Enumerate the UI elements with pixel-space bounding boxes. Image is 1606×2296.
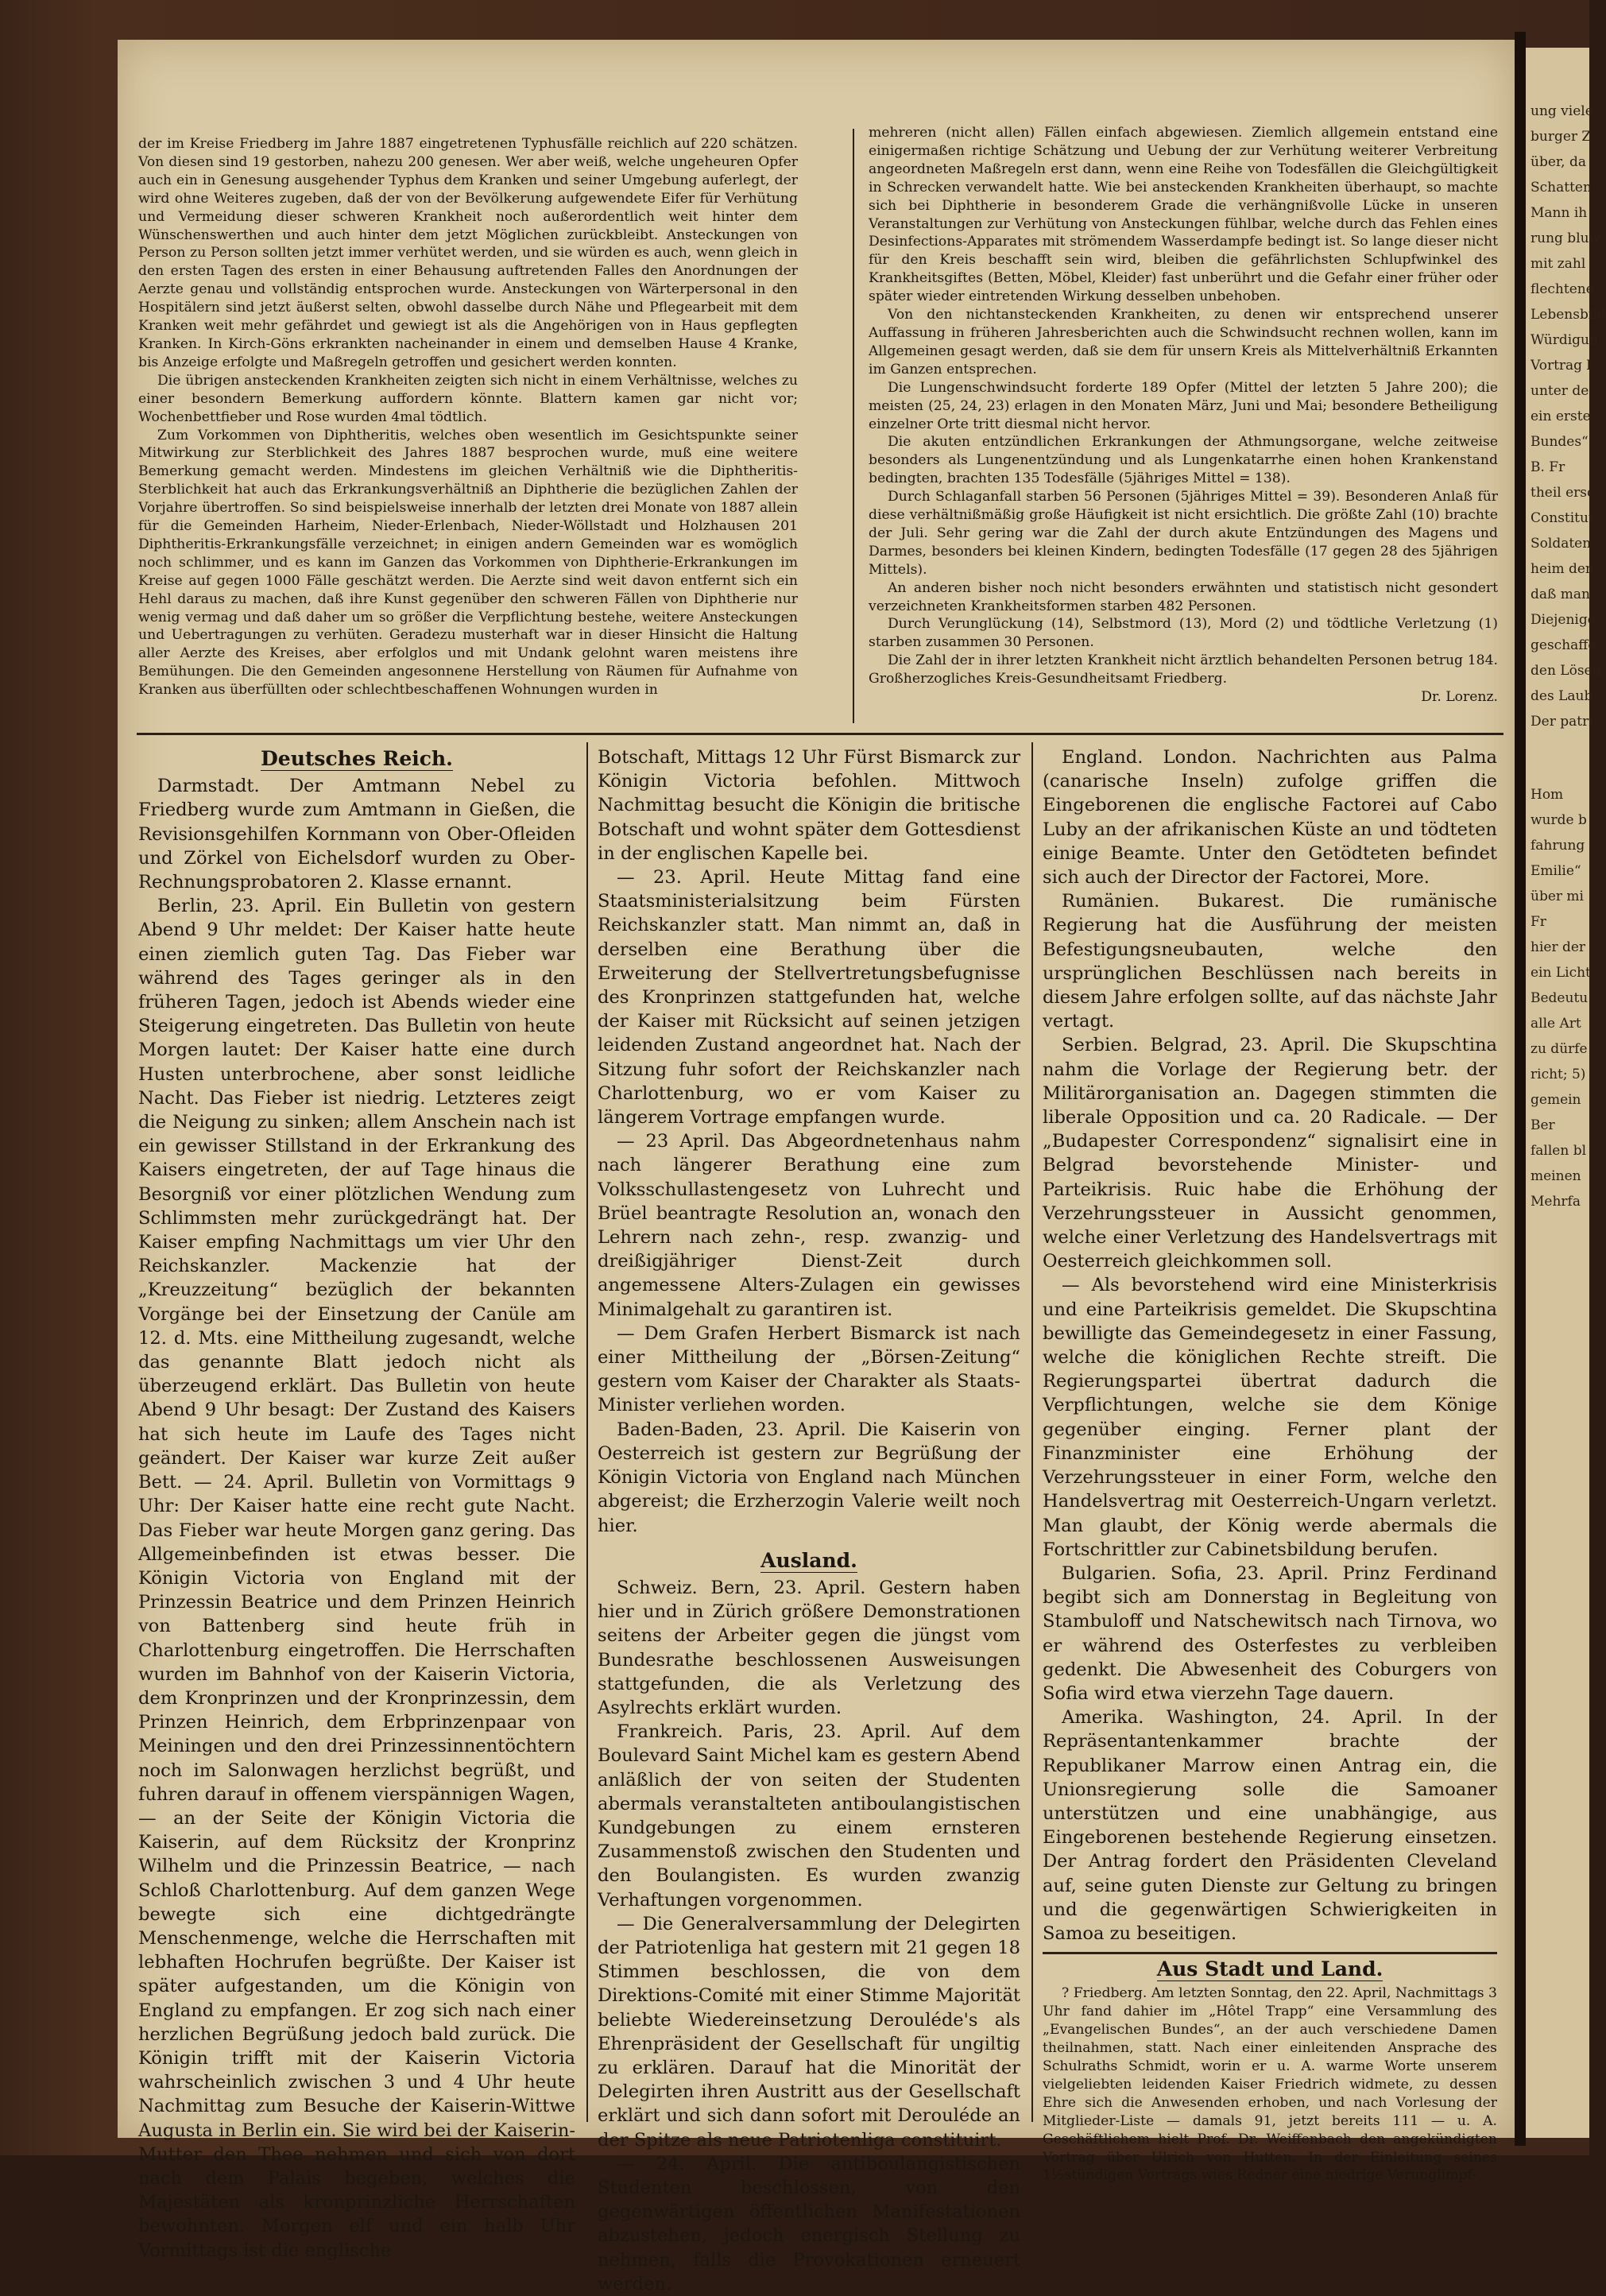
adjacent-page-edge [1526, 48, 1606, 2138]
news-item: Baden-Baden, 23. April. Die Kaiserin von Oesterreich ist gestern zur Begrüßung der Königin Victoria von England nach München abgereist; die Erzherzogin Valerie weilt noch hier. [598, 1419, 1020, 1536]
section-heading-ausland: Ausland. [760, 1548, 857, 1572]
report-paragraph: Durch Schlaganfall starben 56 Personen (5jähriges Mittel = 39). Besonderen Anlaß für diese verhältnißmäßig große Häufigkeit ist nicht ersichtlich. Die größte Zahl (10) brachte der Juli. Sehr gering war die Zahl der durch akute Entzündungen des Magens und Darmes, besonders bei kleinen Kindern, bedingten Todesfälle (17 gegen 28 des 5jährigen Mittels). [869, 489, 1498, 578]
news-item: — Dem Grafen Herbert Bismarck ist nach einer Mittheilung der „Börsen-Zeitung“ gestern vom Kaiser der Charakter als Staats-Minister verliehen worden. [598, 1322, 1020, 1416]
book-gutter [1515, 32, 1526, 2146]
adjacent-page-fragment: geschaffe [1531, 637, 1596, 653]
news-item: Botschaft, Mittags 12 Uhr Fürst Bismarck zur Königin Victoria befohlen. Mittwoch Nachmittag besucht die Königin die britische Botschaft und wohnt später dem Gottesdienst in der englischen Kapelle bei. [598, 747, 1020, 864]
adjacent-page-fragment: theil ersc [1531, 485, 1595, 501]
news-item: — Die Generalversammlung der Delegirten der Patriotenliga hat gestern mit 21 gegen 18 Stimmen beschlossen, die von dem Direktions-Comité mit einer Stimme Majorität beliebte Wiedereinsetzung Derouléde's als Ehrenpräsident der Gesellschaft für ungiltig zu erklären. Darauf hat die Minorität der Delegirten ihren Austritt aus der Gesellschaft erklärt und sich dann sofort mit Derouléde an der Spitze als neue Patriotenliga constituirt. [598, 1913, 1020, 2151]
report-paragraph: der im Kreise Friedberg im Jahre 1887 eingetretenen Typhusfälle reichlich auf 220 schätzen. Von diesen sind 19 gestorben, nahezu 200 genesen. Wer aber weiß, welche ungeheuren Opfer auch ein in Genesung ausgehender Typhus dem Kranken und seiner Umgebung auferlegt, der wird ohne Weiteres zugeben, daß der von der Bevölkerung aufgewendete Eifer für Verhütung und Vermeidung dieser schweren Krankheit noch außerordentlich weit hinter dem Wünschenswerthen und auch hinter dem jetzt Möglichen zurückbleibt. Ansteckungen von Person zu Person sollten jetzt immer verhütet werden, und sie würden es auch, wenn gleich in den ersten Tagen des ersten in einer Behausung auftretenden Falles den Anordnungen der Aerzte genau und vollständig entsprochen wurde. Ansteckungen von Wärterpersonal in den Hospitälern sind jetzt äußerst selten, obwohl dasselbe durch Nähe und Pflegearbeit mit dem Kranken weit mehr gefährdet und gewiegt ist als die Angehörigen von in Haus gepflegten Kranken. In Kirch-Göns erkrankten nacheinander in einem und demselben Hause 4 Kranke, bis Anzeige erfolgte und Maßregeln getroffen und gesichert werden konnten. [138, 136, 798, 370]
report-paragraph: Von den nichtansteckenden Krankheiten, zu denen wir entsprechend unserer Auffassung in früheren Jahresberichten auch die Schwindsucht rechnen wollen, kann im Allgemeinen gesagt werden, daß sie dem für unsern Kreis als Mittelverhältniß Erkannten im Ganzen entsprechen. [869, 307, 1498, 378]
adjacent-page-fragment: Vortrag l [1531, 358, 1591, 374]
section-rule [137, 733, 1503, 735]
news-item: England. London. Nachrichten aus Palma (canarische Inseln) zufolge griffen die Eingeborenen die englische Factorei auf Cabo Luby an der afrikanischen Küste an und tödteten einige Beamte. Unter den Getödteten befindet sich auch der Director der Factorei, More. [1043, 747, 1497, 889]
report-paragraph: Die Lungenschwindsucht forderte 189 Opfer (Mittel der letzten 5 Jahre 200); die meisten (25, 24, 23) erlagen in den Monaten März, Juni und Mai; besondere Betheiligung einzelner Orte tritt diesmal nicht hervor. [869, 379, 1498, 432]
column-rule [1031, 742, 1033, 2122]
report-paragraph: mehreren (nicht allen) Fällen einfach abgewiesen. Ziemlich allgemein entstand eine einigermaßen richtige Schätzung und Uebung der zur Verhütung weiterer Verbreitung angeordneten Maßregeln erst dann, wenn eine Reihe von Todesfällen die Gleichgültigkeit in Schrecken verwandelt hatte. Wie bei ansteckenden Krankheiten überhaupt, so machte sich bei Diphtherie in besonderem Grade die verhängnißvolle Lücke in unseren Veranstaltungen zur Verhütung von Ansteckungen fühlbar, welche durch das Fehlen eines Desinfections-Apparates mit strömendem Wasserdampfe bedingt ist. So lange dieser nicht für den Kreis beschafft sein wird, bleiben die gefährlichsten Schlupfwinkel des Krankheitsgiftes (Betten, Möbel, Kleider) fast unberührt und die Gefahr einer früher oder später wieder eintretenden Wirkung desselben unbehoben. [869, 125, 1498, 305]
news-item: Bulgarien. Sofia, 23. April. Prinz Ferdinand begibt sich am Donnerstag in Begleitung von Stambuloff und Natschewitsch nach Tirnova, wo er während des Osterfestes zu verbleiben gedenkt. Die Abwesenheit des Coburgers von Sofia wird etwa vierzehn Tage dauern. [1043, 1562, 1497, 1704]
adjacent-page-fragment: über mi [1531, 889, 1584, 904]
adjacent-page-fragment: Diejenige [1531, 612, 1596, 628]
adjacent-page-fragment: unter de [1531, 383, 1589, 399]
column-rule [853, 129, 854, 723]
adjacent-page-fragment: ung viele [1531, 103, 1593, 119]
adjacent-page-fragment: Fr [1531, 914, 1546, 930]
adjacent-page-fragment: Soldaten [1531, 536, 1592, 552]
adjacent-page-fragment: über, da [1531, 154, 1586, 170]
report-signature: Dr. Lorenz. [1421, 689, 1498, 706]
newspaper-page [118, 40, 1515, 2294]
news-item: Rumänien. Bukarest. Die rumänische Regierung hat die Ausführung der meisten Befestigungsneubauten, welche den ursprünglichen Beschlüssen nach bereits in diesem Jahre erfolgen sollte, auf das nächste Jahr vertagt. [1043, 891, 1497, 1032]
adjacent-page-fragment: fahrung [1531, 838, 1585, 854]
news-item: Frankreich. Paris, 23. April. Auf dem Boulevard Saint Michel kam es gestern Abend anläßlich der von seiten der Studenten abermals veranstalteten antiboulangistischen Kundgebungen zu einem ernsteren Zusammenstoß zwischen den Studenten und den Boulangisten. Es wurden zwanzig Verhaftungen vorgenommen. [598, 1721, 1020, 1911]
adjacent-page-fragment: zu dürfe [1531, 1041, 1588, 1057]
adjacent-page-fragment: rung bluw [1531, 230, 1601, 246]
report-column-right [869, 124, 1498, 730]
adjacent-page-fragment: flechtene [1531, 281, 1594, 297]
adjacent-page-fragment: den Lösen [1531, 663, 1601, 679]
adjacent-page-fragment: Mann ih [1531, 205, 1588, 221]
section-heading-deutsches-reich: Deutsches Reich. [261, 747, 453, 770]
adjacent-page-fragment: alle Art [1531, 1016, 1581, 1032]
adjacent-page-fragment: B. Fr [1531, 459, 1565, 475]
adjacent-page-fragment: ein erste [1531, 408, 1591, 424]
adjacent-page-fragment: des Laub [1531, 688, 1593, 704]
news-column-2 [598, 745, 1020, 2294]
report-paragraph: An anderen bisher noch nicht besonders erwähnten und statistisch nicht gesondert verzeichneten Krankheitsformen starben 482 Personen. [869, 579, 1498, 614]
news-item: — 23 April. Das Abgeordnetenhaus nahm nach längerer Berathung eine zum Volksschullastengesetz von Luhrecht und Brüel beantragte Resolution an, wonach den Lehrern nach zehn-, resp. zwanzig- und dreißigjähriger Dienst-Zeit durch angemessene Alters-Zulagen ein gewisses Minimalgehalt zu garantiren ist. [598, 1131, 1020, 1320]
section-heading-aus-stadt-und-land: Aus Stadt und Land. [1043, 1952, 1497, 1981]
news-item: — 24. April. Die antiboulangistischen Studenten beschlossen, von den gegenwärtigen öffentlichen Manifestationen abzustehen, jedoch energisch Stellung zu nehmen, falls die Provokationen erneuert werden. [598, 2153, 1020, 2294]
adjacent-page-fragment: Ber [1531, 1117, 1555, 1133]
adjacent-page-fragment: Lebensbild [1531, 307, 1606, 323]
adjacent-page-fragment: Bedeutu [1531, 990, 1589, 1006]
report-column-left [138, 135, 798, 730]
adjacent-page-fragment: Emilie“ [1531, 863, 1581, 879]
news-item: ? Friedberg. Am letzten Sonntag, den 22. April, Nachmittags 3 Uhr fand dahier im „Hôtel Trapp“ eine Versammlung des „Evangelischen Bundes“, an der auch verschiedene Damen theilnahmen, statt. Nach einer einleitenden Ansprache des Schulraths Schmidt, worin er u. A. warme Worte unserem vielgeliebten leidenden Kaiser Friedrich widmete, zu dessen Ehre sich die Anwesenden erhoben, und nach Vorlesung der Mitglieder-Liste — damals 91, jetzt bereits 111 — u. A. Geschäftlichem hielt Prof. Dr. Weiffenbach den angekündigten Vortrag über Ulrich von Hutten. In der Einleitung seines 1½stündigen Vortrags wies Redner eine niedrige Verunglimpf- [1043, 1985, 1497, 2184]
adjacent-page-fragment: richt; 5) [1531, 1067, 1586, 1082]
news-item: — 23. April. Heute Mittag fand eine Staatsministerialsitzung beim Fürsten Reichskanzler statt. Man nimmt an, daß in derselben eine Berathung über die Erweiterung der Stellvertretungsbefugnisse des Kronprinzen stattgefunden hat, welche der Kaiser mit Rücksicht auf seinen jetzigen leidenden Zustand angeordnet hat. Nach der Sitzung fuhr sofort der Reichskanzler nach Charlottenburg, wo er vom Kaiser zu längerem Vortrage empfangen wurde. [598, 867, 1020, 1129]
adjacent-page-fragment: fallen bl [1531, 1143, 1587, 1159]
column-rule [586, 742, 588, 2122]
news-item: Schweiz. Bern, 23. April. Gestern haben hier und in Zürich größere Demonstrationen seitens der Arbeiter gegen die jüngst vom Bundesrathe beschlossenen Ausweisungen stattgefunden, die als Verletzung des Asylrechts erklärt wurden. [598, 1577, 1020, 1718]
news-column-1 [138, 745, 575, 2261]
report-paragraph: Durch Verunglückung (14), Selbstmord (13), Mord (2) und tödtliche Verletzung (1) starben zusammen 30 Personen. [869, 616, 1498, 651]
adjacent-page-fragment: Der patri [1531, 714, 1593, 730]
news-column-3 [1043, 745, 1497, 2184]
news-item: Berlin, 23. April. Ein Bulletin von gestern Abend 9 Uhr meldet: Der Kaiser hatte heute einen ziemlich guten Tag. Das Fieber war während des Tages geringer als in den früheren Tagen, jedoch ist Abends wieder eine Steigerung eingetreten. Das Bulletin von heute Morgen lautet: Der Kaiser hatte eine durch Husten unterbrochene, aber sonst leidliche Nacht. Das Fieber ist niedrig. Letzteres zeigt die Neigung zu sinken; allem Anschein nach ist ein gewisser Stillstand in der Erkrankung des Kaisers eingetreten, der auf Tage hinaus die Besorgniß vor einer plötzlichen Wendung zum Schlimmsten mehr zurückgedrängt hat. Der Kaiser empfing Nachmittags um vier Uhr den Reichskanzler. Mackenzie hat der „Kreuzzeitung“ bezüglich der bekannten Vorgänge bei der Einsetzung der Canüle am 12. d. Mts. eine Mittheilung zugesandt, welche das genannte Blatt jedoch nicht als überzeugend erklärt. Das Bulletin von heute Abend 9 Uhr besagt: Der Zustand des Kaisers hat sich heute im Laufe des Tages nicht geändert. Der Kaiser war kurze Zeit außer Bett. — 24. April. Bulletin von Vormittags 9 Uhr: Der Kaiser hatte eine recht gute Nacht. Das Fieber war heute Morgen ganz gering. Das Allgemeinbefinden ist etwas besser. Die Königin Victoria von England mit der Prinzessin Beatrice und dem Prinzen Heinrich von Battenberg sind heute früh in Charlottenburg eingetroffen. Die Herrschaften wurden im Bahnhof von der Kaiserin Victoria, dem Kronprinzen und der Kronprinzessin, dem Prinzen Heinrich, dem Erbprinzenpaar von Meiningen und den drei Prinzessinnentöchtern noch im Salonwagen herzlichst begrüßt, und fuhren darauf in offenem vierspännigen Wagen, — an der Seite der Königin Victoria die Kaiserin, auf dem Rücksitz der Kronprinz Wilhelm und die Prinzessin Beatrice, — nach Schloß Charlottenburg. Auf dem ganzen Wege bewegte sich eine dichtgedrängte Menschenmenge, welche die Herrschaften mit lebhaften Hochrufen begrüßte. Der Kaiser ist später aufgestanden, um die Königin von England zu empfangen. Er zog sich nach einer herzlichen Begrüßung jedoch bald zurück. Die Königin trifft mit der Kaiserin Victoria wahrscheinlich zwischen 3 und 4 Uhr heute Nachmittag zum Besuche der Kaiserin-Wittwe Augusta in Berlin ein. Sie wird bei der Kaiserin-Mutter den Thee nehmen und sich von dort nach dem Palais begeben, welches die Majestäten als kronprinzliche Herrschaften bewohnten. Morgen elf und ein halb Uhr Vormittags ist die englische [138, 896, 575, 2261]
adjacent-page-fragment: Mehrfa [1531, 1194, 1581, 1210]
adjacent-page-fragment: Bundes“ [1531, 434, 1589, 450]
adjacent-page-fragment: hier der [1531, 939, 1586, 955]
adjacent-page-fragment: mit zahl [1531, 256, 1586, 272]
adjacent-page-fragment: heim den [1531, 561, 1594, 577]
adjacent-page-fragment: daß man [1531, 587, 1590, 602]
adjacent-page-fragment: Constitut [1531, 510, 1594, 526]
report-paragraph: Die akuten entzündlichen Erkrankungen der Athmungsorgane, welche zeitweise besonders als Lungenentzündung und als Lungenkatarrhe einen hohen Krankenstand bedingten, brachten 135 Todesfälle (5jähriges Mittel = 138). [869, 434, 1498, 487]
adjacent-page-fragment: gemein [1531, 1092, 1581, 1108]
adjacent-page-fragment: Würdigun [1531, 332, 1598, 348]
report-paragraph: Zum Vorkommen von Diphtheritis, welches oben wesentlich im Gesichtspunkte seiner Mitwirkung zur Sterblichkeit des Jahres 1887 besprochen wurde, muß eine weitere Bemerkung gemacht werden. Mindestens im gleichen Verhältniß wie die Diphtheritis-Sterblichkeit hat auch das Erkrankungsverhältniß an Diphtherie die bezüglichen Zahlen der Vorjahre übertroffen. So sind beispielsweise innerhalb der letzten drei Monate von 1887 allein für die Gemeinden Harheim, Nieder-Erlenbach, Nieder-Wöllstadt und Holzhausen 201 Diphtheritis-Erkrankungsfälle verzeichnet; in einigen andern Gemeinden war es womöglich noch schlimmer, und es kann im Ganzen das Vorkommen von Diphtherie-Erkrankungen im Kreise auf gegen 1000 Fälle geschätzt werden. Die Aerzte sind weit davon entfernt sich ein Hehl daraus zu machen, daß ihre Kunst gegenüber den schweren Fällen von Diphtherie nur wenig vermag und daß daher um so größer die Verpflichtung bestehe, weitere Ansteckungen und Uebertragungen zu verhüten. Geradezu musterhaft war in dieser Hinsicht die Haltung aller Aerzte des Kreises, aber erfolglos und mit Undank gelohnt waren meistens ihre Bemühungen. Die den Gemeinden angesonnene Herstellung von Räumen für Aufnahme von Kranken aus überfüllten oder schlechtbeschaffenen Wohnungen wurden in [138, 427, 798, 699]
adjacent-page-fragment: Hom [1531, 787, 1564, 803]
report-paragraph: Die übrigen ansteckenden Krankheiten zeigten sich nicht in einem Verhältnisse, welches zu einer besondern Bemerkung auffordern könnte. Blattern kamen gar nicht vor; Wochenbettfieber und Rose wurden 4mal tödtlich. [138, 372, 798, 425]
news-item: Amerika. Washington, 24. April. In der Repräsentantenkammer brachte der Republikaner Marrow einen Antrag ein, die Unionsregierung solle die Samoaner unterstützen und eine unabhängige, aus Eingeborenen bestehende Regierung einsetzen. Der Antrag fordert den Präsidenten Cleveland auf, seine guten Dienste zur Geltung zu bringen und die gegenwärtigen Schwierigkeiten in Samoa zu beseitigen. [1043, 1707, 1497, 1944]
news-item: Darmstadt. Der Amtmann Nebel zu Friedberg wurde zum Amtmann in Gießen, die Revisionsgehilfen Kornmann von Ober-Ofleiden und Zörkel von Eichelsdorf wurden zu Ober-Rechnungsprobatoren 2. Klasse ernannt. [138, 776, 575, 893]
adjacent-page-fragment: meinen [1531, 1168, 1581, 1184]
adjacent-page-fragment: ein Licht [1531, 965, 1591, 981]
news-item: — Als bevorstehend wird eine Ministerkrisis und eine Parteikrisis gemeldet. Die Skupschtina bewilligte das Gemeindegesetz in einer Fassung, welche die königlichen Rechte streift. Die Regierungspartei übertrat dadurch die Verpflichtungen, welche sie dem Könige gegenüber einging. Ferner plant der Finanzminister eine Erhöhung der Verzehrungssteuer in einer Form, welche den Handelsvertrag mit Oesterreich-Ungarn verletzt. Man glaubt, der König werde abermals die Fortschrittler zur Cabinetsbildung berufen. [1043, 1275, 1497, 1560]
adjacent-page-fragment: burger Z [1531, 129, 1592, 145]
news-item: Serbien. Belgrad, 23. April. Die Skupschtina nahm die Vorlage der Regierung betr. der Militärorganisation an. Dagegen stimmten die liberale Opposition und ca. 20 Radicale. — Der „Budapester Correspondenz“ signalisirt eine in Belgrad bevorstehende Minister- und Parteikrisis. Ruic habe die Erhöhung der Verzehrungssteuer in Aussicht genommen, welche einer Verletzung des Handelsvertrags mit Oesterreich gleichkommen soll. [1043, 1035, 1497, 1272]
adjacent-page-fragment: wurde b [1531, 812, 1587, 828]
adjacent-page-fragment: Schatten [1531, 180, 1592, 196]
report-paragraph: Die Zahl der in ihrer letzten Krankheit nicht ärztlich behandelten Personen betrug 184. Großherzogliches Kreis-Gesundheitsamt Friedberg. [869, 652, 1498, 687]
local-news [1043, 1984, 1497, 2185]
